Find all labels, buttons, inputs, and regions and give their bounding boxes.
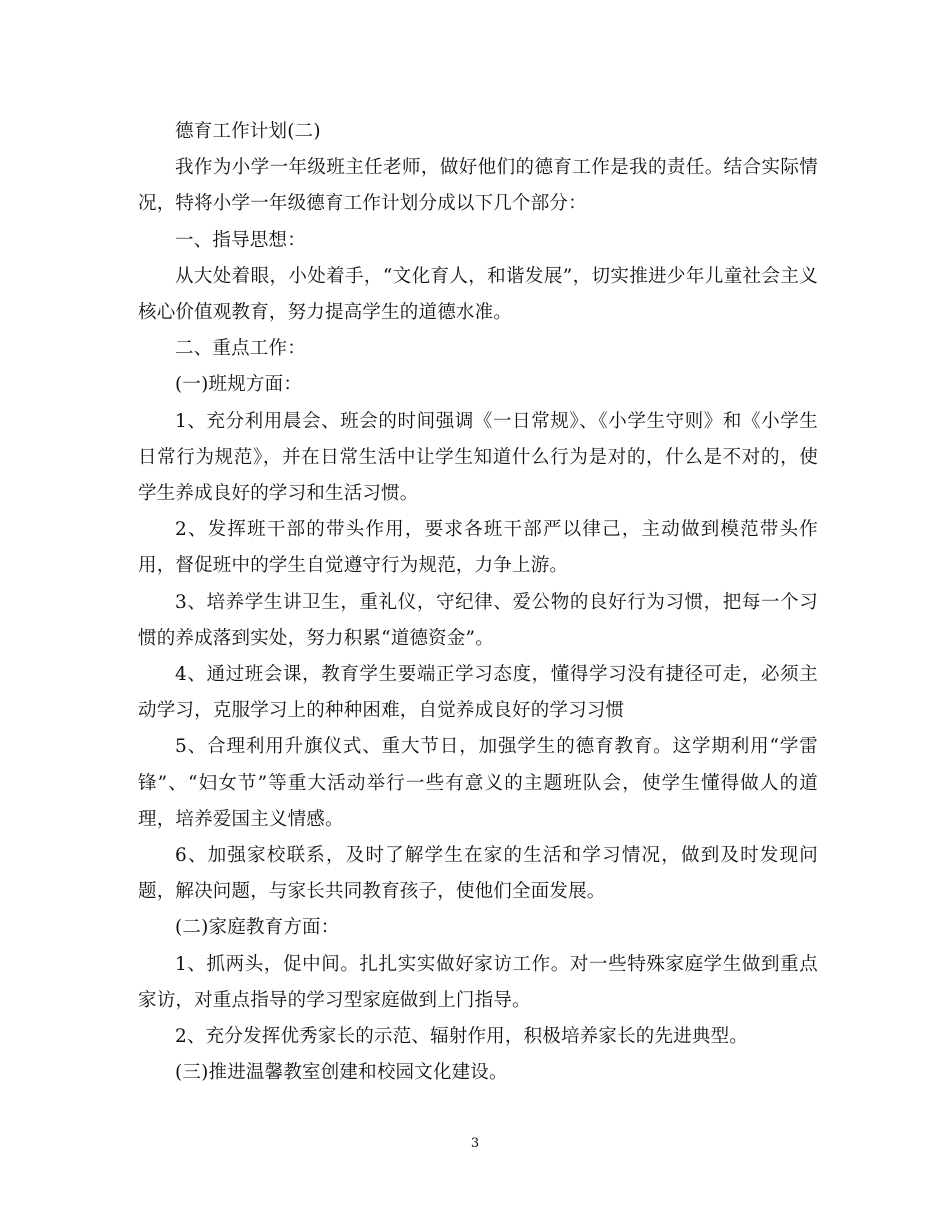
class-rules-item-3: 3、培养学生讲卫生，重礼仪，守纪律、爱公物的良好行为习惯，把每一个习惯的养成落到实处，努力积累“道德资金”。 <box>138 591 818 649</box>
guiding-thought-paragraph: 从大处着眼，小处着手，“文化育人，和谐发展”，切实推进少年儿童社会主义核心价值观教育，努力提高学生的道德水准。 <box>138 265 818 324</box>
document-title: 德育工作计划(二) <box>175 121 321 142</box>
subsection-heading-class-rules: (一)班规方面： <box>175 374 303 396</box>
subsection-heading-classroom-culture: (三)推进温馨教室创建和校园文化建设。 <box>175 1062 508 1084</box>
intro-paragraph: 我作为小学一年级班主任老师，做好他们的德育工作是我的责任。结合实际情况，特将小学一年级德育工作计划分成以下几个部分： <box>138 157 818 215</box>
document-body <box>138 114 818 1091</box>
class-rules-item-5: 5、合理利用升旗仪式、重大节日，加强学生的德育教育。这学期利用“学雷锋”、“妇女节”等重大活动举行一些有意义的主题班队会，使学生懂得做人的道理，培养爱国主义情感。 <box>138 736 818 830</box>
class-rules-item-1: 1、充分利用晨会、班会的时间强调《一日常规》、《小学生守则》和《小学生日常行为规范》，并在日常生活中让学生知道什么行为是对的，什么是不对的，使学生养成良好的学习和生活习惯。 <box>138 410 818 505</box>
section-heading-guiding-thought: 一、指导思想： <box>175 229 306 251</box>
page-number: 3 <box>470 1136 480 1151</box>
family-education-item-1: 1、抓两头，促中间。扎扎实实做好家访工作。对一些特殊家庭学生做到重点家访，对重点指导的学习型家庭做到上门指导。 <box>138 953 818 1011</box>
section-heading-key-work: 二、重点工作： <box>175 338 306 360</box>
class-rules-item-6: 6、加强家校联系，及时了解学生在家的生活和学习情况，做到及时发现问题，解决问题，与家长共同教育孩子，使他们全面发展。 <box>138 845 818 903</box>
class-rules-item-2: 2、发挥班干部的带头作用，要求各班干部严以律己，主动做到模范带头作用，督促班中的学生自觉遵守行为规范，力争上游。 <box>138 519 818 577</box>
subsection-heading-family-education: (二)家庭教育方面： <box>175 917 340 939</box>
family-education-item-2: 2、充分发挥优秀家长的示范、辐射作用，积极培养家长的先进典型。 <box>175 1026 748 1048</box>
class-rules-item-4: 4、通过班会课，教育学生要端正学习态度，懂得学习没有捷径可走，必须主动学习，克服学习上的种种困难，自觉养成良好的学习习惯 <box>138 664 818 722</box>
